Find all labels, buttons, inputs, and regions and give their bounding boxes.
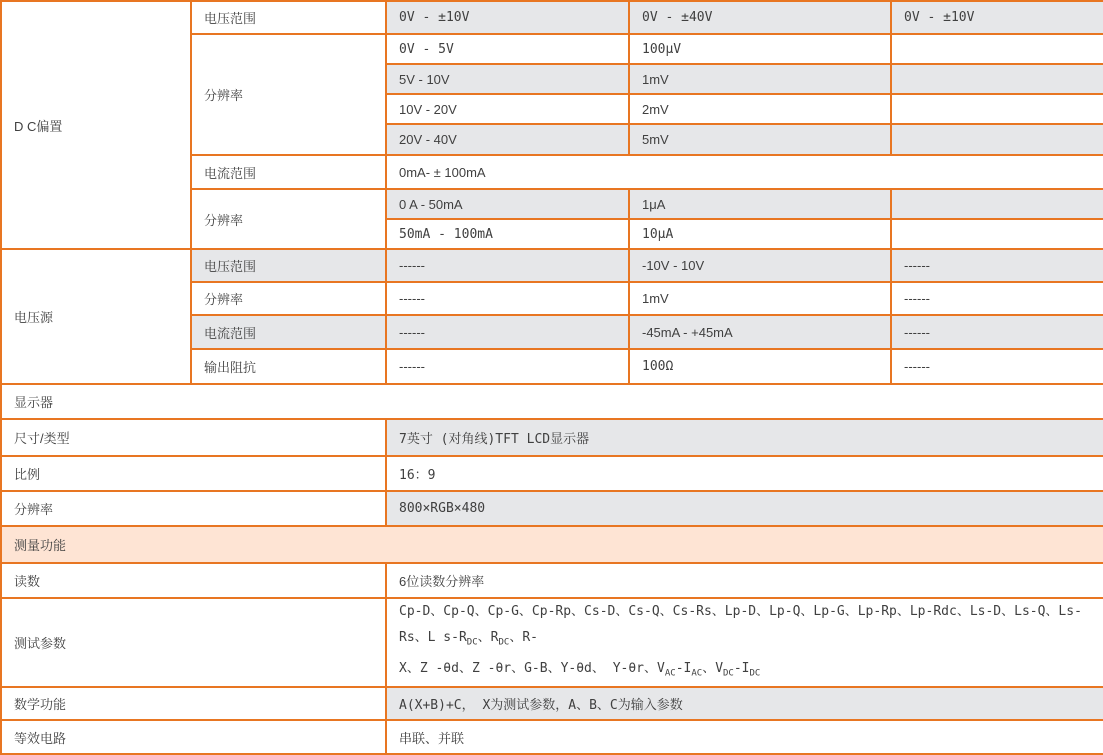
voltage-source-section-label: 电压源 [1, 249, 191, 384]
test-params-label: 测试参数 [1, 598, 386, 687]
empty-cell [891, 94, 1103, 124]
dc-current-range-value: 0mA- ± 100mA [386, 155, 1103, 189]
reading-label: 读数 [1, 563, 386, 598]
dc-vres-value-1: 100μV [629, 34, 891, 64]
dc-vres-value-3: 2mV [629, 94, 891, 124]
math-function-value: A(X+B)+C， X为测试参数，A、B、C为输入参数 [386, 687, 1103, 720]
spec-row [1, 526, 1103, 563]
dc-vres-range-1: 0V - 5V [386, 34, 629, 64]
display-size-type-label: 尺寸/类型 [1, 419, 386, 456]
spec-row [1, 249, 1103, 282]
display-ratio-label: 比例 [1, 456, 386, 491]
equivalent-circuit-value: 串联、并联 [386, 720, 1103, 754]
vsource-resolution-label: 分辨率 [191, 282, 386, 315]
vsource-voltage-range-c4: -10V - 10V [629, 249, 891, 282]
dc-vres-range-3: 10V - 20V [386, 94, 629, 124]
empty-cell [891, 219, 1103, 249]
spec-row [1, 598, 1103, 687]
vsource-output-impedance-label: 输出阻抗 [191, 349, 386, 384]
display-size-type-value: 7英寸 (对角线)TFT LCD显示器 [386, 419, 1103, 456]
dc-ires-value-2: 10μA [629, 219, 891, 249]
dc-ires-range-2: 50mA - 100mA [386, 219, 629, 249]
empty-cell [891, 34, 1103, 64]
spec-row [1, 419, 1103, 456]
vsource-current-range-c5: ------ [891, 315, 1103, 349]
math-function-label: 数学功能 [1, 687, 386, 720]
display-section-header: 显示器 [1, 384, 1103, 419]
vsource-voltage-range-label: 电压范围 [191, 249, 386, 282]
vsource-output-impedance-c3: ------ [386, 349, 629, 384]
vsource-resolution-c5: ------ [891, 282, 1103, 315]
dc-bias-section-label: D C偏置 [1, 1, 191, 249]
spec-row [1, 384, 1103, 419]
display-resolution-value: 800×RGB×480 [386, 491, 1103, 526]
reading-value: 6位读数分辨率 [386, 563, 1103, 598]
spec-row [1, 720, 1103, 754]
spec-row [1, 563, 1103, 598]
equivalent-circuit-label: 等效电路 [1, 720, 386, 754]
spec-row [1, 1, 1103, 34]
test-params-line-2: X、Z -θd、Z -θr、G-B、Y-θd、 Y-θr、$V_{AC}-I_{AC}$、$V_{DC}-I_{DC}$ [399, 660, 761, 679]
vsource-current-range-c3: ------ [386, 315, 629, 349]
vsource-voltage-range-c3: ------ [386, 249, 629, 282]
test-params-line-1: Cp-D、Cp-Q、Cp-G、Cp-Rp、Cs-D、Cs-Q、Cs-Rs、Lp-D、Lp-Q、Lp-G、Lp-Rp、Lp-Rdc、Ls-D、Ls-Q、Ls-Rs、L $s-R_{DC}$、$R_{DC}$、R- [399, 604, 1082, 648]
dc-voltage-range-value-3: 0V - ±10V [891, 1, 1103, 34]
vsource-output-impedance-c4: 100Ω [629, 349, 891, 384]
spec-row [1, 456, 1103, 491]
empty-cell [891, 189, 1103, 219]
vsource-resolution-c4: 1mV [629, 282, 891, 315]
dc-ires-value-1: 1μA [629, 189, 891, 219]
vsource-current-range-c4: -45mA - +45mA [629, 315, 891, 349]
measure-section-header: 测量功能 [1, 526, 1103, 563]
vsource-voltage-range-c5: ------ [891, 249, 1103, 282]
dc-voltage-resolution-label: 分辨率 [191, 34, 386, 155]
vsource-current-range-label: 电流范围 [191, 315, 386, 349]
spec-row [1, 491, 1103, 526]
display-ratio-value: 16：9 [386, 456, 1103, 491]
vsource-resolution-c3: ------ [386, 282, 629, 315]
dc-vres-range-2: 5V - 10V [386, 64, 629, 94]
dc-ires-range-1: 0 A - 50mA [386, 189, 629, 219]
spec-row [1, 687, 1103, 720]
test-params-value [386, 598, 1103, 687]
empty-cell [891, 124, 1103, 155]
dc-vres-value-4: 5mV [629, 124, 891, 155]
dc-voltage-range-label: 电压范围 [191, 1, 386, 34]
dc-current-resolution-label: 分辨率 [191, 189, 386, 249]
empty-cell [891, 64, 1103, 94]
dc-voltage-range-value-2: 0V - ±40V [629, 1, 891, 34]
dc-current-range-label: 电流范围 [191, 155, 386, 189]
display-resolution-label: 分辨率 [1, 491, 386, 526]
dc-voltage-range-value-1: 0V - ±10V [386, 1, 629, 34]
dc-vres-range-4: 20V - 40V [386, 124, 629, 155]
vsource-output-impedance-c5: ------ [891, 349, 1103, 384]
dc-vres-value-2: 1mV [629, 64, 891, 94]
